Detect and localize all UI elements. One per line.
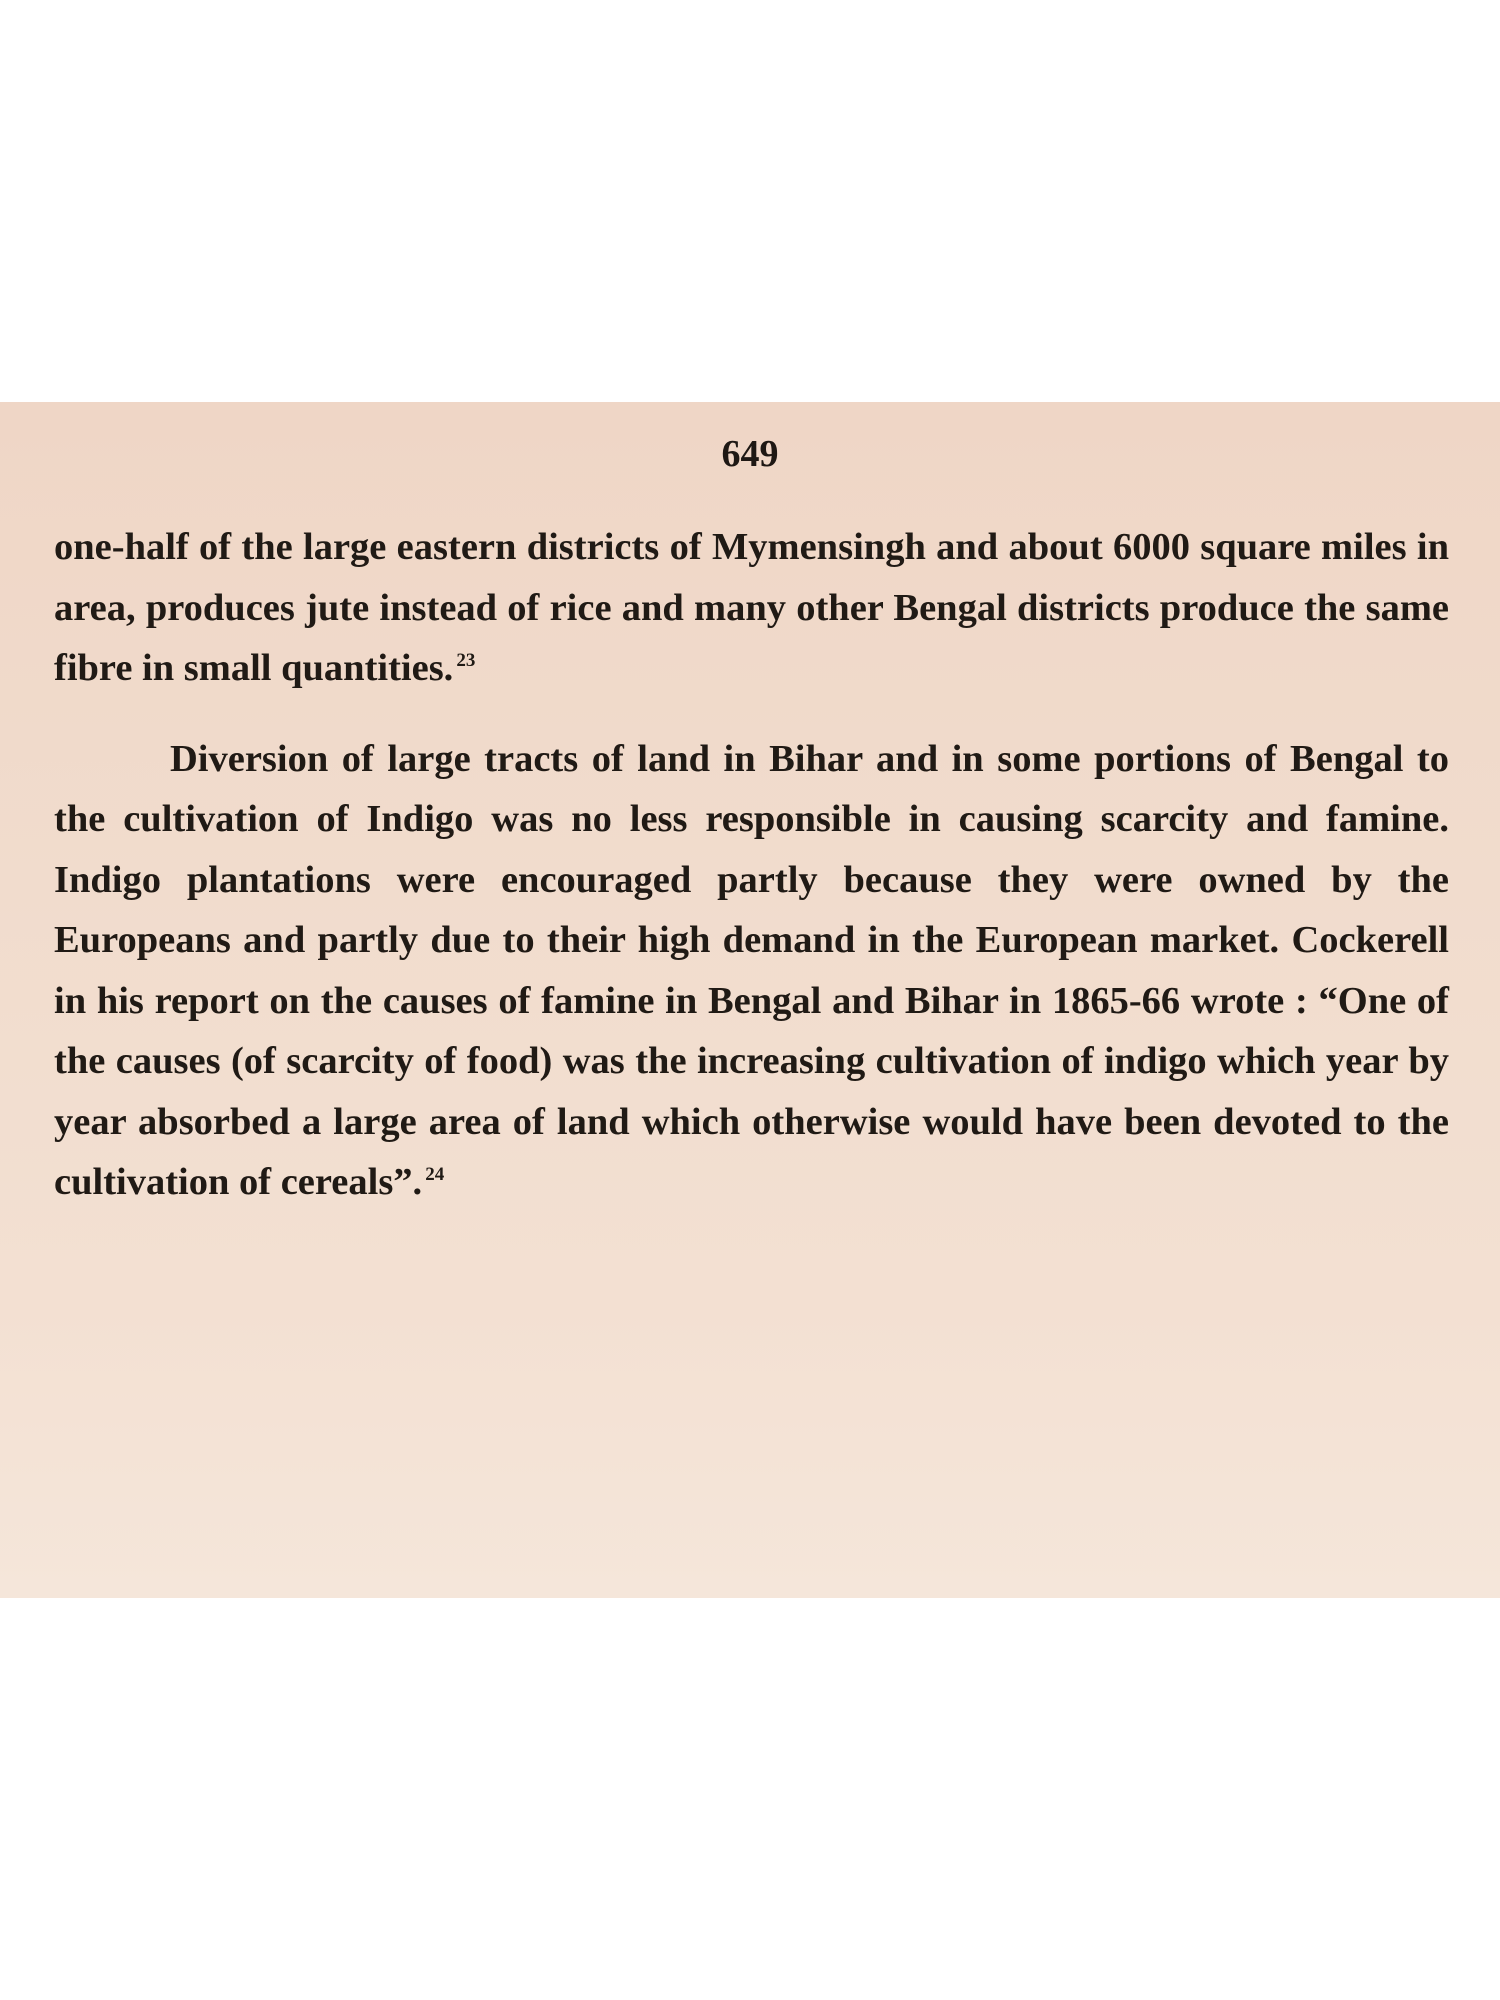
paragraph-text: one-half of the large eastern districts of Mymensingh and about 6000 square miles in area, produces jute instead of rice and many other Bengal districts produce the same fibre in small quantities. [54,526,1449,689]
page-number: 649 [721,433,779,475]
footnote-marker: 23 [456,650,476,671]
scanned-book-page [0,402,1500,1598]
body-text [54,517,1449,1213]
paragraph [54,517,1449,699]
footnote-marker: 24 [425,1164,445,1185]
paragraph-text: Diversion of large tracts of land in Bihar and in some portions of Bengal to the cultivation of Indigo was no less responsible in causing scarcity and famine. Indigo plantations were encouraged partly because they were owned by the Europeans and partly due to their high demand in the European market. Cockerell in his report on the causes of famine in Bengal and Bihar in 1865-66 wrote : “One of the causes (of scarcity of food) was the increasing cultivation of indigo which year by year absorbed a large area of land which otherwise would have been devoted to the cultivation of cereals”. [54,737,1449,1203]
paragraph [54,729,1449,1213]
